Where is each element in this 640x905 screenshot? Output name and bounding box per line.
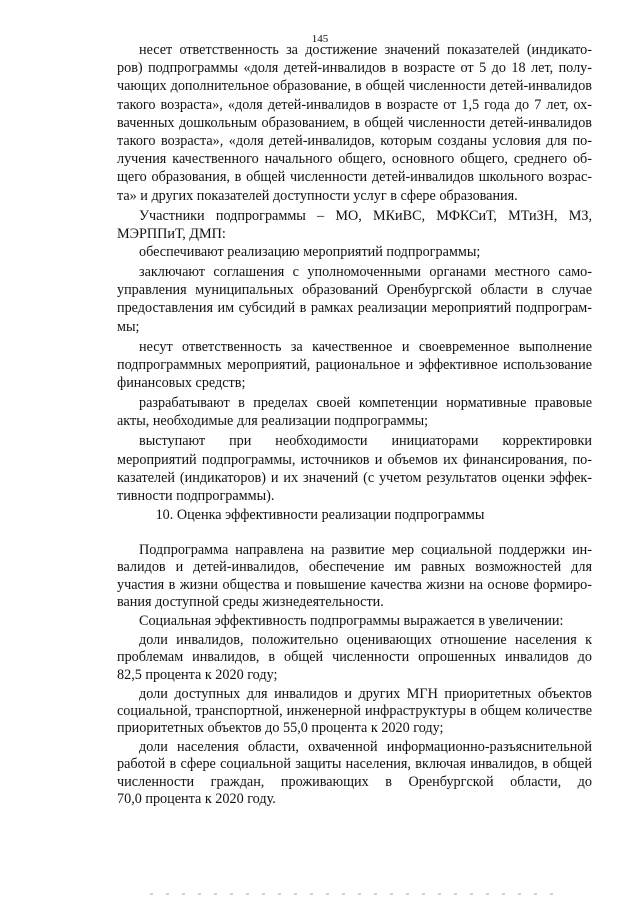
- text-line: чающих дополнительное образование, в общей численности детей-инвалидов: [117, 78, 592, 94]
- text-line: мы;: [117, 319, 140, 335]
- text-line: проблемам инвалидов, в общей численности опрошенных инвалидов до: [117, 649, 592, 665]
- text-line: финансовых средств;: [117, 375, 246, 391]
- text-line: управления муниципальных образований Оренбургской области в случае: [117, 282, 592, 298]
- text-line: участия в жизни общества и повышение качества жизни на основе формиро-: [117, 577, 592, 593]
- text-line: такого возраста», «доля детей-инвалидов, которым созданы условия для по-: [117, 133, 592, 149]
- text-line: Подпрограмма направлена на развитие мер социальной поддержки ин-: [139, 542, 592, 558]
- text-line: ваченных дошкольным образованием, в общей численности детей-инвалидов: [117, 115, 592, 131]
- text-line: ров) подпрограммы «доля детей-инвалидов в возрасте от 5 до 18 лет, полу-: [117, 60, 592, 76]
- text-line: лучения качественного начального общего, основного общего, среднего об-: [117, 151, 592, 167]
- text-line: доли доступных для инвалидов и других МГН приоритетных объектов: [139, 686, 592, 702]
- text-line: обеспечивают реализацию мероприятий подпрограммы;: [139, 244, 481, 260]
- text-line: численности граждан, проживающих в Оренбургской области, до: [117, 774, 592, 790]
- text-line: подпрограммных мероприятий, рациональное и эффективное использование: [117, 357, 592, 373]
- section-heading: 10. Оценка эффективности реализации подпрограммы: [155, 507, 485, 523]
- text-line: 82,5 процента к 2020 году;: [117, 667, 278, 683]
- text-line: социальной, транспортной, инженерной инфраструктуры в общем количестве: [117, 703, 592, 719]
- text-line: мероприятий подпрограммы, источников и объемов их финансирования, по-: [117, 452, 592, 468]
- scan-artifact: [150, 893, 560, 895]
- text-line: приоритетных объектов до 55,0 процента к 2020 году;: [117, 720, 444, 736]
- text-line: 70,0 процента к 2020 году.: [117, 791, 276, 807]
- text-line: предоставления им субсидий в рамках реализации мероприятий подпрограм-: [117, 300, 592, 316]
- text-line: МЭРППиТ, ДМП:: [117, 226, 226, 242]
- text-line: заключают соглашения с уполномоченными органами местного само-: [139, 264, 592, 280]
- text-line: та» и других показателей доступности услуг в сфере образования.: [117, 188, 518, 204]
- text-line: работой в сфере социальной защиты населения, включая инвалидов, в общей: [117, 756, 592, 772]
- text-line: несет ответственность за достижение значений показателей (индикато-: [139, 42, 592, 58]
- text-line: акты, необходимые для реализации подпрограммы;: [117, 413, 429, 429]
- text-line: валидов и детей-инвалидов, обеспечение им равных возможностей для: [117, 559, 592, 575]
- text-line: несут ответственность за качественное и своевременное выполнение: [139, 339, 592, 355]
- page-number: 145: [311, 33, 329, 45]
- text-line: такого возраста», «доля детей-инвалидов в возрасте от 1,5 года до 7 лет, ох-: [117, 97, 592, 113]
- text-line: казателей (индикаторов) и их значений (с учетом результатов оценки эффек-: [117, 470, 592, 486]
- text-line: разрабатывают в пределах своей компетенции нормативные правовые: [139, 395, 592, 411]
- text-line: Участники подпрограммы – МО, МКиВС, МФКСиТ, МТиЗН, МЗ,: [139, 208, 592, 224]
- text-line: доли населения области, охваченной информационно-разъяснительной: [139, 739, 592, 755]
- text-line: доли инвалидов, положительно оценивающих отношение населения к: [139, 632, 592, 648]
- text-line: щего образования, в общей численности детей-инвалидов школьного возрас-: [117, 169, 592, 185]
- text-line: Социальная эффективность подпрограммы выражается в увеличении:: [139, 613, 564, 629]
- text-line: вания доступной среды жизнедеятельности.: [117, 594, 384, 610]
- text-line: выступают при необходимости инициаторами корректировки: [139, 433, 592, 449]
- text-line: тивности подпрограммы).: [117, 488, 275, 504]
